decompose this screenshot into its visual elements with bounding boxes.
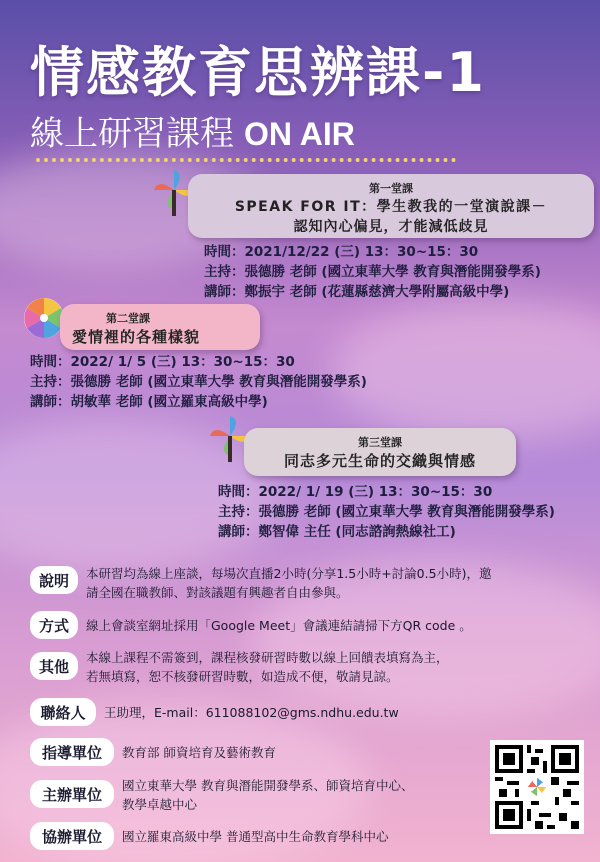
session-2-time: 時間：2022/ 1/ 5 (三) 13：30~15：30: [30, 354, 295, 370]
qr-code-graphic: [495, 745, 579, 829]
session-1-topic-line1: SPEAK FOR IT：學生教我的一堂演說課－: [234, 199, 548, 215]
contact-info: 王助理，E-mail：611088102@gms.ndhu.edu.tw: [104, 705, 399, 720]
note-description: [86, 564, 491, 602]
session-2-banner: [60, 304, 260, 350]
on-air-label: ON AIR: [244, 116, 355, 152]
page-title: 情感教育思辨課-1: [30, 41, 486, 104]
session-1-topic-line2: 認知內心偏見，才能減低歧見: [293, 219, 489, 235]
session-1-label: 第一堂課: [369, 182, 413, 195]
session-2-host: 主持：張德勝 老師 (國立東華大學 教育與潛能開發學系): [30, 374, 367, 390]
unit-tag-advisor: 指導單位: [30, 738, 114, 766]
session-2-details: [30, 352, 367, 412]
unit-tag-organizer: 主辦單位: [30, 780, 114, 808]
note-other-line1: 本線上課程不需簽到，課程核發研習時數以線上回饋表填寫為主，: [86, 650, 449, 665]
cloud-decoration: [330, 300, 600, 440]
session-1-speaker: 講師：鄭振宇 老師 (花蓮縣慈濟大學附屬高級中學): [204, 284, 510, 300]
pinwheel-stick: [172, 190, 176, 216]
subtitle-text: 線上研習課程: [30, 114, 234, 154]
unit-advisor: [122, 743, 276, 762]
unit-co-organizer: [122, 827, 388, 846]
note-description-line1: 本研習均為線上座談，每場次直播2小時(分享1.5小時+討論0.5小時)，邀: [86, 566, 492, 581]
note-tag-description: 說明: [30, 566, 78, 594]
session-2-label: 第二堂課: [106, 312, 150, 325]
page-subtitle: [30, 106, 355, 155]
session-1-time: 時間：2021/12/22 (三) 13：30~15：30: [204, 244, 479, 260]
session-2-topic: 愛情裡的各種樣貌: [72, 328, 201, 346]
session-1-details: [204, 242, 541, 302]
dotted-divider: [36, 158, 456, 162]
session-3-banner: [244, 428, 516, 476]
session-3-speaker: 講師：鄭智偉 主任 (同志諮詢熱線社工): [218, 524, 456, 540]
pinwheel-stick: [228, 436, 232, 462]
session-3-label: 第三堂課: [358, 436, 402, 449]
session-3-details: [218, 482, 555, 542]
note-tag-other: 其他: [30, 652, 78, 680]
note-method: [86, 616, 472, 635]
note-method-line1: 線上會談室網址採用「Google Meet」會議連結請掃下方QR code 。: [86, 618, 472, 633]
unit-organizer-line2: 教學卓越中心: [122, 797, 198, 812]
session-1-banner: [188, 174, 594, 238]
note-description-line2: 請全國在職教師、對該議題有興趣者自由參與。: [86, 585, 349, 600]
session-3-topic: 同志多元生命的交織與情感: [283, 452, 476, 470]
note-other: [86, 648, 449, 686]
unit-tag-co-organizer: 協辦單位: [30, 822, 114, 850]
note-other-line2: 若無填寫，恕不核發研習時數，如造成不便，敬請見諒。: [86, 669, 399, 684]
qr-code-icon[interactable]: [490, 740, 584, 834]
contact-tag: 聯絡人: [30, 698, 96, 726]
session-2-speaker: 講師：胡敏華 老師 (國立羅東高級中學): [30, 394, 268, 410]
unit-organizer-line1: 國立東華大學 教育與潛能開發學系、師資培育中心、: [122, 778, 414, 793]
session-3-host: 主持：張德勝 老師 (國立東華大學 教育與潛能開發學系): [218, 504, 555, 520]
session-1-host: 主持：張德勝 老師 (國立東華大學 教育與潛能開發學系): [204, 264, 541, 280]
unit-organizer: [122, 776, 413, 814]
unit-co-organizer-line1: 國立羅東高級中學 普通型高中生命教育學科中心: [122, 829, 389, 844]
session-3-time: 時間：2022/ 1/ 19 (三) 13：30~15：30: [218, 484, 493, 500]
unit-advisor-line1: 教育部 師資培育及藝術教育: [122, 745, 276, 760]
note-tag-method: 方式: [30, 611, 78, 639]
